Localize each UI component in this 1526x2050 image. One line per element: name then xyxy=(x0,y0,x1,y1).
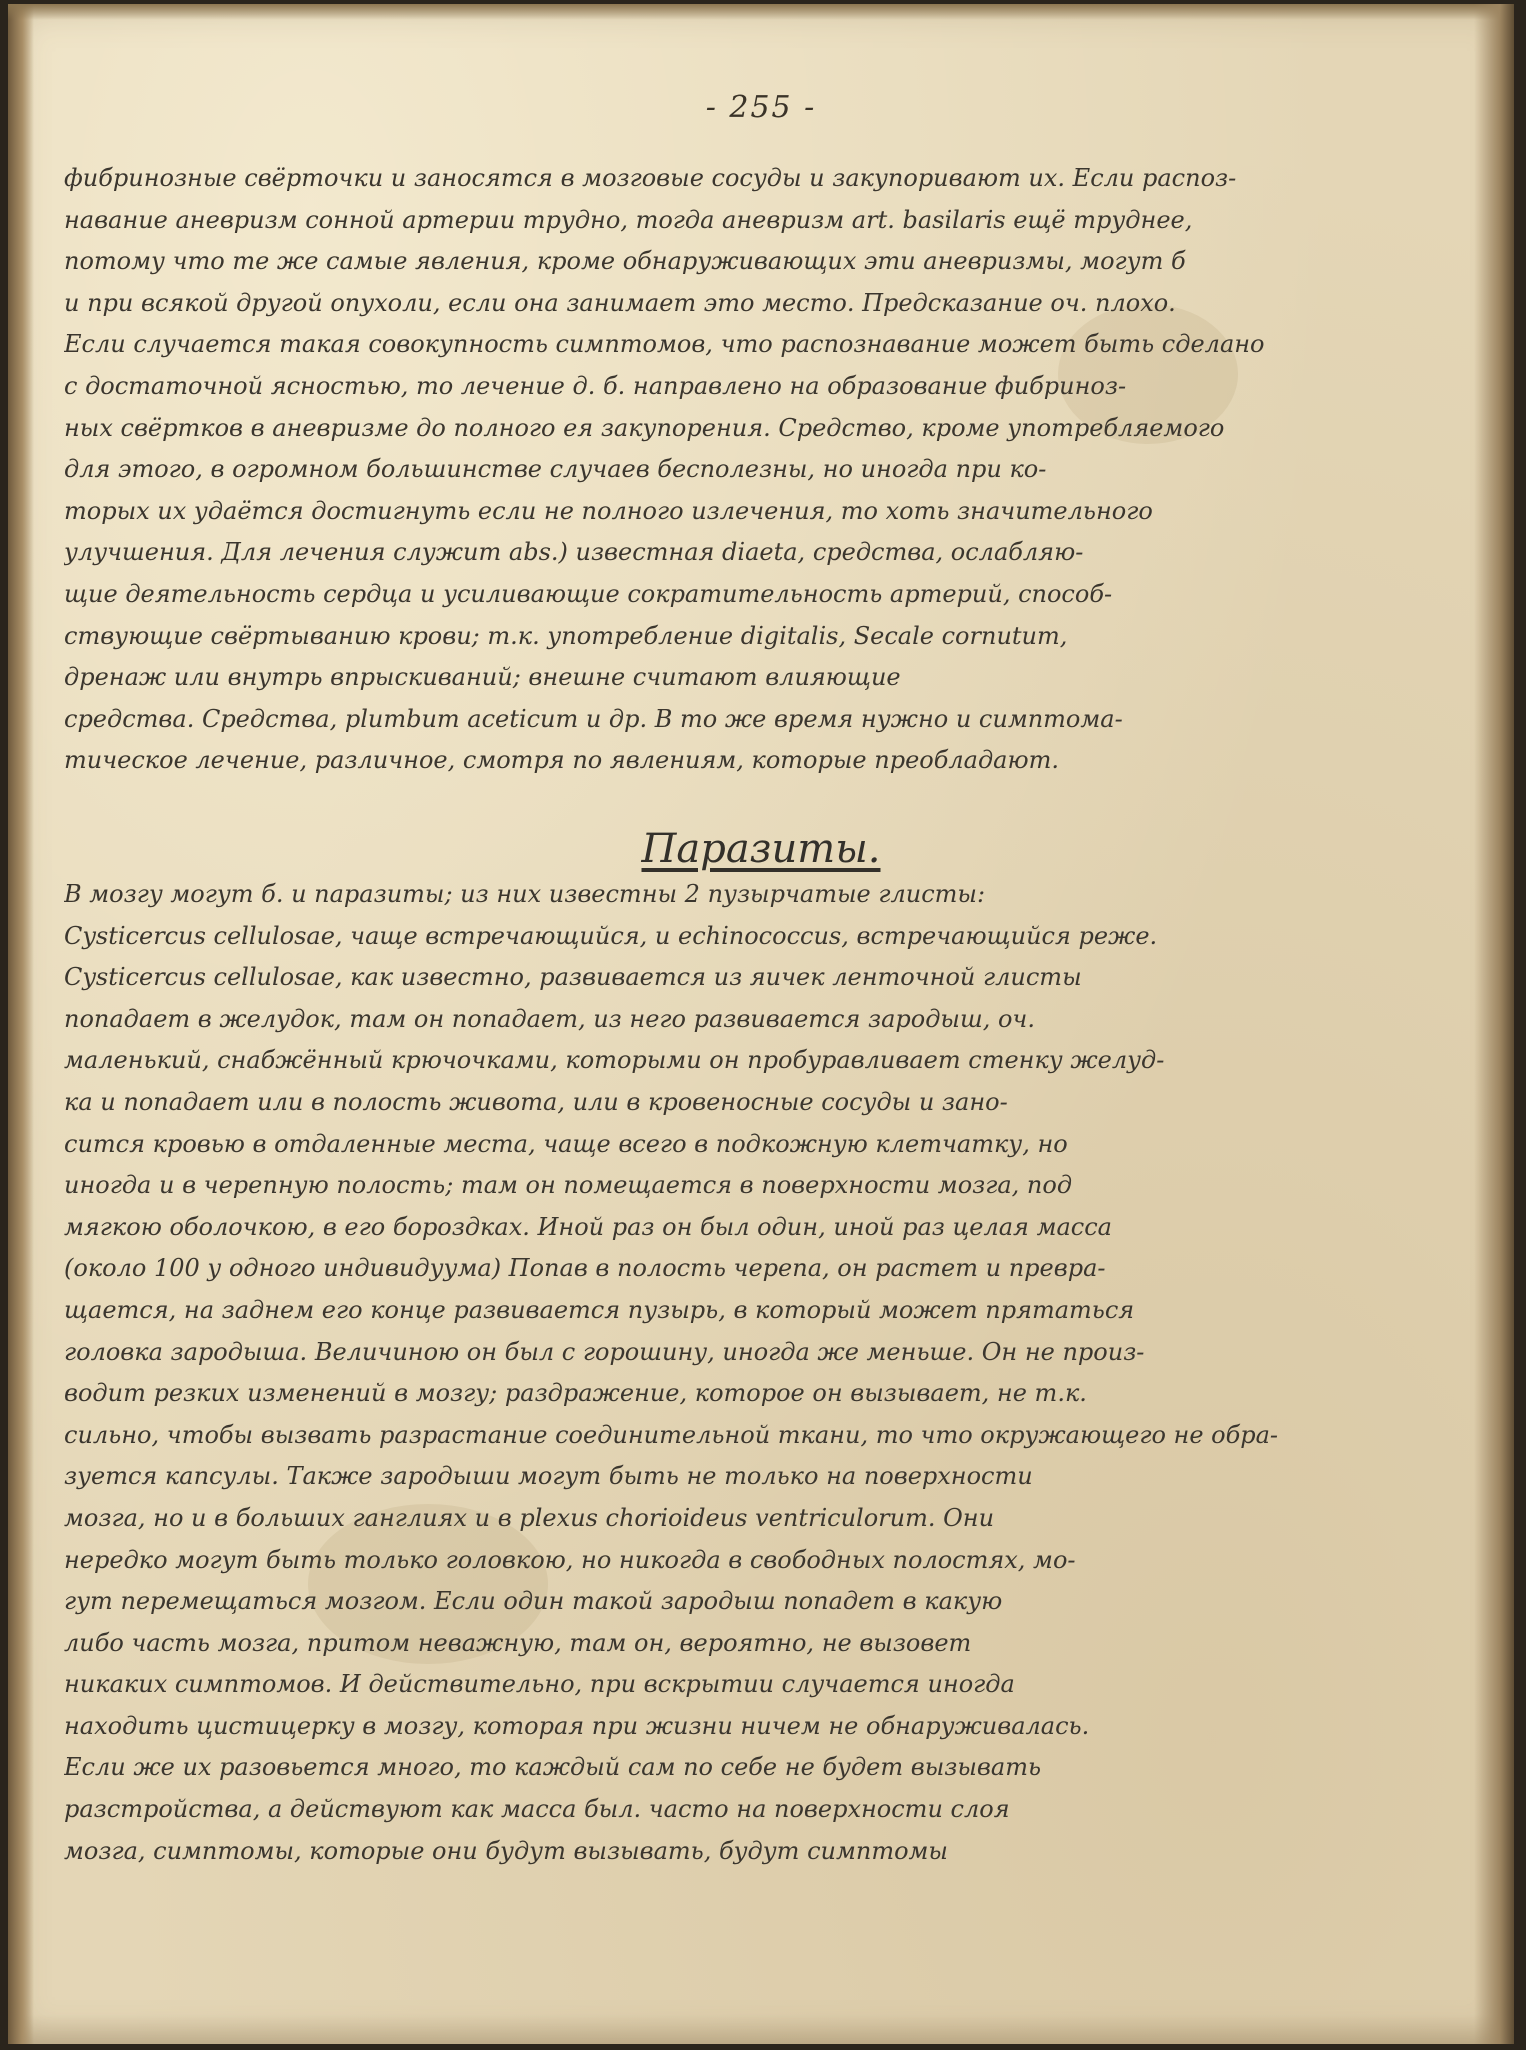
text-line: Если же их разовьется много, то каждый сам по себе не будет вызывать xyxy=(64,1753,1042,1782)
text-line: разстройства, а действуют как масса был. часто на поверхности слоя xyxy=(64,1795,1010,1824)
text-line: сится кровью в отдаленные места, чаще всего в подкожную клетчатку, но xyxy=(64,1129,1068,1158)
text-line: зуется капсулы. Также зародыши могут быть не только на поверхности xyxy=(64,1462,1033,1491)
text-line: находить цистицерку в мозгу, которая при жизни ничем не обнаруживалась. xyxy=(64,1711,1090,1740)
text-line: сильно, чтобы вызвать разрастание соединительной ткани, то что окружающего не обра- xyxy=(64,1420,1279,1449)
text-line: (около 100 у одного индивидуума) Попав в полость черепа, он растет и превра- xyxy=(64,1254,1106,1283)
text-line: Если случается такая совокупность симптомов, что распознавание может быть сделано xyxy=(64,330,1265,359)
text-line: головка зародыша. Величиною он был с горошину, иногда же меньше. Он не произ- xyxy=(64,1337,1145,1366)
text-line: ствующие свёртыванию крови; т.к. употребление digitalis, Secale cornutum, xyxy=(64,621,1068,650)
text-line: иногда и в черепную полость; там он помещается в поверхности мозга, под xyxy=(64,1171,1073,1200)
text-line: потому что те же самые явления, кроме обнаруживающих эти аневризмы, могут б xyxy=(64,247,1186,276)
text-line: фибринозные свёрточки и заносятся в мозговые сосуды и закупоривают их. Если распоз- xyxy=(64,164,1237,192)
section-heading: Паразиты. xyxy=(641,826,881,872)
text-line: Cysticercus cellulosae, чаще встречающийся, и echinococcus, встречающийся реже. xyxy=(64,921,1158,950)
text-line: щается, на заднем его конце развивается пузырь, в который может прятаться xyxy=(64,1295,1135,1324)
text-line: маленький, снабжённый крючочками, которыми он пробуравливает стенку желуд- xyxy=(64,1046,1165,1075)
text-line: для этого, в огромном большинстве случаев бесполезны, но иногда при ко- xyxy=(64,455,1047,484)
text-line: либо часть мозга, притом неважную, там он, вероятно, не вызовет xyxy=(64,1628,972,1657)
text-line: Cysticercus cellulosae, как известно, развивается из яичек ленточной глисты xyxy=(64,963,1082,992)
text-line: щие деятельность сердца и усиливающие сократительность артерий, способ- xyxy=(64,579,1113,608)
text-line: мозга, но и в больших ганглиях и в plexus chorioideus ventriculorum. Они xyxy=(64,1503,995,1532)
text-line: и при всякой другой опухоли, если она занимает это место. Предсказание оч. плохо. xyxy=(64,288,1176,317)
text-line: дренаж или внутрь впрыскиваний; внешне считают влияющие xyxy=(64,663,901,692)
text-line: В мозгу могут б. и паразиты; из них известны 2 пузырчатые глисты: xyxy=(64,880,986,908)
text-line: ка и попадает или в полость живота, или в кровеносные сосуды и зано- xyxy=(64,1087,1008,1116)
text-line: тическое лечение, различное, смотря по явлениям, которые преобладают. xyxy=(64,746,1059,775)
text-line: средства. Средства, plumbum aceticum и др. В то же время нужно и симптома- xyxy=(64,704,1123,733)
text-line: нередко могут быть только головкою, но никогда в свободных полостях, мо- xyxy=(64,1545,1076,1574)
text-line: мозга, симптомы, которые они будут вызывать, будут симптомы xyxy=(64,1836,948,1865)
text-line: водит резких изменений в мозгу; раздражение, которое он вызывает, не т.к. xyxy=(64,1379,1087,1408)
manuscript-page xyxy=(8,4,1514,2044)
text-line: ных свёртков в аневризме до полного ея закупорения. Средство, кроме употребляемого xyxy=(64,413,1225,442)
text-line: навание аневризм сонной артерии трудно, тогда аневризм art. basilaris ещё труднее, xyxy=(64,205,1193,234)
text-line: торых их удаётся достигнуть если не полного излечения, то хоть значительного xyxy=(64,496,1153,525)
text-line: никаких симптомов. И действительно, при вскрытии случается иногда xyxy=(64,1670,1015,1699)
page-right-edge xyxy=(1474,4,1514,2044)
text-line: с достаточной ясностью, то лечение д. б. направлено на образование фибриноз- xyxy=(64,371,1127,400)
page-top-edge xyxy=(8,4,1514,20)
text-line: мягкою оболочкою, в его бороздках. Иной раз он был один, иной раз целая масса xyxy=(64,1212,1112,1241)
text-line: улучшения. Для лечения служит abs.) известная diaeta, средства, ослабляю- xyxy=(64,538,1084,567)
text-line: попадает в желудок, там он попадает, из него развивается зародыш, оч. xyxy=(64,1004,1035,1033)
paragraph-top xyxy=(64,158,1406,782)
paragraph-bottom xyxy=(64,874,1406,1872)
page-number: - 255 - xyxy=(705,90,817,125)
page-binding-shadow xyxy=(8,4,34,2044)
text-line: гут перемещаться мозгом. Если один такой зародыш попадет в какую xyxy=(64,1587,1003,1616)
